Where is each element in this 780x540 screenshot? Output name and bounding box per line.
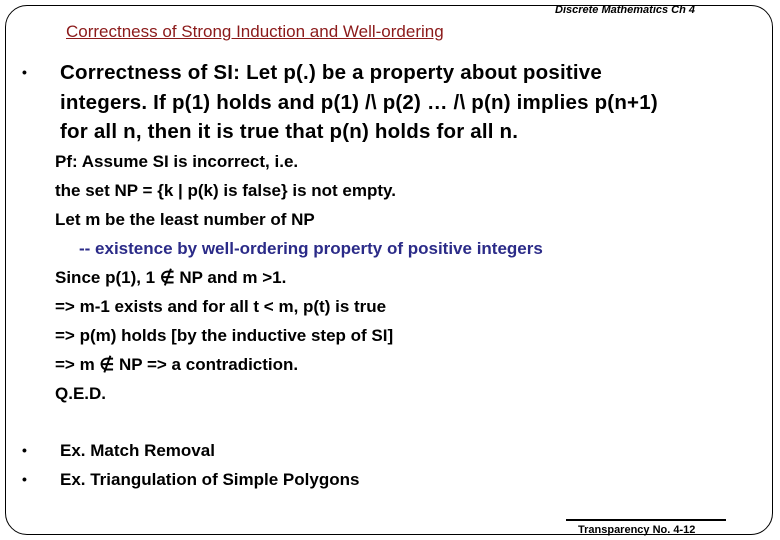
proof-line: Let m be the least number of NP (55, 210, 315, 229)
bullet-icon: • (22, 471, 27, 487)
example-item: Ex. Triangulation of Simple Polygons (60, 470, 360, 489)
proof-line: => p(m) holds [by the inductive step of SI] (55, 326, 394, 345)
proof-line: => m-1 exists and for all t < m, p(t) is true (55, 297, 387, 316)
statement-line: integers. If p(1) holds and p(1) /\ p(2) … /\ p(n) implies p(n+1) (60, 90, 658, 114)
proof-line: Since p(1), 1 ∉ NP and m >1. (55, 268, 287, 287)
examples-list (60, 436, 359, 494)
proof-qed: Q.E.D. (55, 384, 107, 403)
statement-line: Correctness of SI: Let p(.) be a property about positive (60, 61, 602, 84)
course-label: Discrete Mathematics Ch 4 (555, 4, 695, 16)
statement-line: for all n, then it is true that p(n) holds for all n. (60, 120, 519, 143)
proof-line: Pf: Assume SI is incorrect, i.e. (55, 152, 299, 171)
proof-line: => m ∉ NP => a contradiction. (55, 355, 299, 374)
proof-note: -- existence by well-ordering property of positive integers (79, 239, 543, 258)
slide-title: Correctness of Strong Induction and Well-ordering (66, 22, 444, 41)
bullet-icon: • (22, 442, 27, 458)
example-item: Ex. Match Removal (60, 441, 215, 460)
proof-line: the set NP = {k | p(k) is false} is not empty. (55, 181, 396, 200)
footer-divider (566, 519, 726, 521)
bullet-icon: • (22, 64, 27, 80)
statement (60, 58, 760, 147)
proof-block (55, 147, 543, 408)
transparency-number: Transparency No. 4-12 (578, 524, 696, 536)
